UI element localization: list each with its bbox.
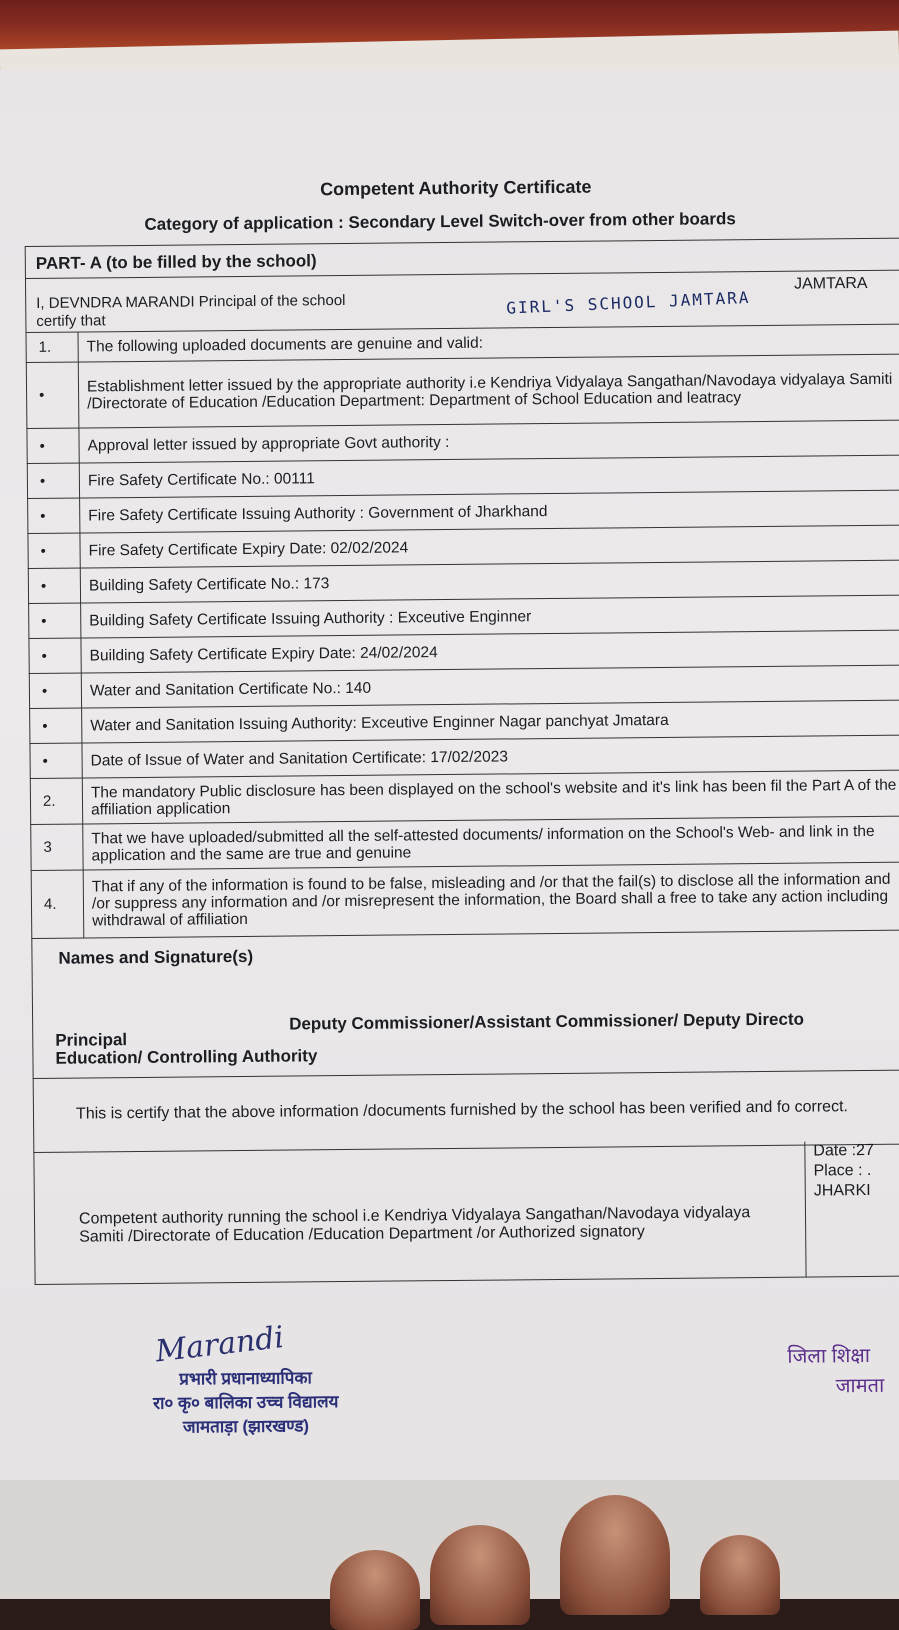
finger bbox=[700, 1535, 780, 1615]
stamp-line-2: रा० कृ० बालिका उच्च विद्यालय bbox=[152, 1392, 339, 1413]
competent-authority-text: Competent authority running the school i.e Kendriya Vidyalaya Sangathan/Navodaya vidyalaya Samiti /Directorate of Education /Education Department /or Authorized signatory bbox=[78, 1204, 751, 1246]
item-number: • bbox=[30, 674, 82, 708]
item-text: Fire Safety Certificate Expiry Date: 02/02/2024 bbox=[88, 538, 409, 559]
signatures-section bbox=[31, 931, 899, 1079]
item-number: • bbox=[27, 429, 79, 463]
item-number: 1. bbox=[26, 333, 78, 362]
certificate-table bbox=[25, 238, 899, 1285]
item-number: • bbox=[29, 569, 81, 603]
list-item bbox=[30, 817, 899, 871]
stamp-line-1: प्रभारी प्रधानाध्यापिका bbox=[179, 1368, 312, 1389]
fingers-holding-paper bbox=[0, 1495, 899, 1599]
finger bbox=[430, 1525, 530, 1625]
item-number: • bbox=[30, 744, 82, 778]
principal-label: Principal bbox=[55, 1030, 128, 1050]
item-number: • bbox=[28, 499, 80, 533]
verification-text: This is certify that the above information /documents furnished by the school has been verified and fo correct. bbox=[75, 1098, 849, 1123]
place-label: Place : . bbox=[813, 1161, 872, 1180]
item-number: • bbox=[29, 604, 81, 638]
district-office-stamp bbox=[787, 1341, 884, 1402]
item-text: Water and Sanitation Issuing Authority: Exceutive Enginner Nagar panchyat Jmatara bbox=[90, 711, 669, 734]
item-text: Fire Safety Certificate No.: 00111 bbox=[87, 469, 315, 489]
item-text: That we have uploaded/submitted all the self-attested documents/ information on the School's Web- and link in the application and the same are true and genuine bbox=[91, 822, 875, 864]
stamp-right-line-1: जिला शिक्षा bbox=[787, 1344, 871, 1368]
item-number: • bbox=[29, 639, 81, 673]
handwritten-school-name: GIRL'S SCHOOL JAMTARA bbox=[505, 287, 751, 318]
document-title: Competent Authority Certificate bbox=[320, 176, 592, 200]
list-item bbox=[30, 771, 899, 825]
item-number: • bbox=[27, 363, 80, 428]
item-text: Fire Safety Certificate Issuing Authority : Government of Jharkhand bbox=[88, 502, 548, 524]
application-category: Category of application : Secondary Level Switch-over from other boards bbox=[144, 209, 736, 234]
date-place-box bbox=[804, 1141, 899, 1278]
item-text: Establishment letter issued by the appropriate authority i.e Kendriya Vidyalaya Sangathan/Navodaya vidyalaya Samiti /Directorate of Education /Education Department: Department of School Education and leatracy bbox=[86, 370, 893, 412]
finger bbox=[330, 1550, 420, 1630]
item-text: Date of Issue of Water and Sanitation Certificate: 17/02/2023 bbox=[90, 747, 508, 769]
item-text: Building Safety Certificate No.: 173 bbox=[88, 574, 330, 594]
item-number: 4. bbox=[32, 871, 85, 938]
item-text: The following uploaded documents are genuine and valid: bbox=[86, 334, 484, 356]
item-text: Building Safety Certificate Issuing Authority : Exceutive Enginner bbox=[89, 607, 532, 629]
item-number: • bbox=[28, 534, 80, 568]
item-number: 3 bbox=[31, 825, 83, 870]
list-item bbox=[26, 355, 899, 429]
school-stamp bbox=[125, 1366, 366, 1440]
item-text: Water and Sanitation Certificate No.: 140 bbox=[89, 679, 372, 699]
competent-authority-row bbox=[33, 1141, 899, 1285]
item-number: • bbox=[28, 464, 80, 498]
names-heading: Names and Signature(s) bbox=[58, 946, 254, 968]
deputy-commissioner-label: Deputy Commissioner/Assistant Commissioner/ Deputy Directo bbox=[289, 1009, 805, 1034]
stamp-line-3: जामताड़ा (झारखण्ड) bbox=[182, 1416, 310, 1437]
list-item bbox=[31, 863, 899, 939]
certify-row bbox=[25, 271, 899, 333]
verification-row bbox=[33, 1071, 899, 1153]
item-number: • bbox=[30, 709, 82, 743]
item-text: The mandatory Public disclosure has been displayed on the school's website and it's link has been fil the Part A of the affiliation application bbox=[90, 776, 897, 818]
item-number: 2. bbox=[31, 779, 83, 824]
certify-line-1: I, DEVNDRA MARANDI Principal of the school bbox=[36, 291, 346, 312]
item-text: Approval letter issued by appropriate Govt authority : bbox=[87, 433, 450, 454]
date-label: Date :27 bbox=[813, 1141, 874, 1160]
education-authority-label: Education/ Controlling Authority bbox=[55, 1046, 318, 1068]
certify-line-2: certify that bbox=[36, 312, 106, 330]
principal-signature: Marandi bbox=[153, 1319, 286, 1370]
district-name: JAMTARA bbox=[793, 274, 868, 293]
part-a-label: PART- A (to be filled by the school) bbox=[35, 251, 317, 273]
item-text: That if any of the information is found to be false, misleading and /or that the fail(s) to disclose all the information and /or suppress any information and /or misrepresent the information, the Board shall a free to take any action including withdrawal of affiliation bbox=[91, 870, 891, 930]
stamp-right-line-2: जामता bbox=[835, 1374, 885, 1398]
finger bbox=[560, 1495, 670, 1615]
item-text: Building Safety Certificate Expiry Date: 24/02/2024 bbox=[89, 643, 438, 664]
state-label: JHARKI bbox=[813, 1181, 871, 1200]
